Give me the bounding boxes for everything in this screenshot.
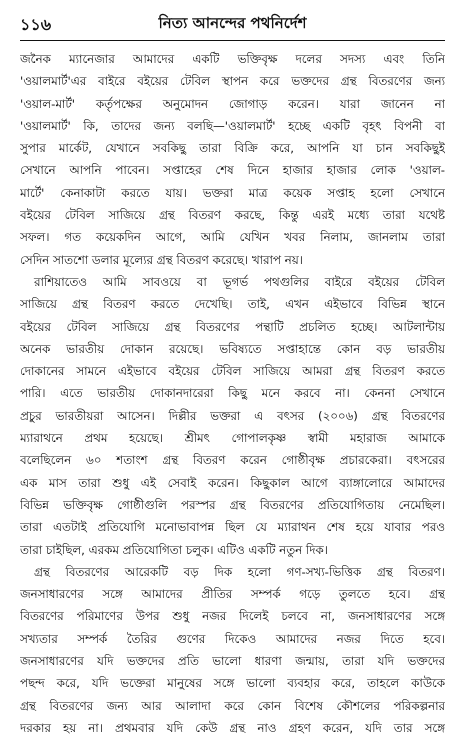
text-line: গ্রন্থ বিতরণের আরেকটি বড় দিক হলো গণ-সখ্য-ভিত্তিক গ্রন্থ বিতরণ।: [34, 564, 445, 579]
text-line: বিতরণের পরিমাণের উপর শুধু নজর দিলেই চলবে না, জনসাধারণের সঙ্গে: [20, 609, 445, 624]
page-number: ১১৬: [20, 15, 52, 34]
paragraph: [20, 271, 445, 561]
text-line: গ্রন্থ বিতরণের জন্য আর আলাদা করে কোন বিশেষ কৌশলের পরিকল্পনার: [20, 698, 445, 713]
text-line: জনৈক ম্যানেজার আমাদের একটি ভক্তিবৃক্ষ দলের সদস্য এবং তিনি: [20, 52, 445, 66]
text-line: পছন্দ করে, যদি ভক্তেরা মানুষের সঙ্গে ভালো ব্যবহার করে, তাহলে কাউকে: [20, 676, 445, 691]
text-line: জনসাধারণের সঙ্গে আমাদের প্রীতির সম্পর্ক গড়ে তুলতে হবে। গ্রন্থ: [20, 587, 445, 602]
paragraph: [20, 48, 445, 271]
text-line: সেদিন সাতশো ডলার মূল্যের গ্রন্থ বিতরণ করেছে। খারাপ নয়।: [20, 252, 303, 267]
running-title: নিত্য আনন্দের পথনির্দেশ: [158, 14, 307, 32]
text-line: তারা এতটাই প্রতিযোগি মনোভাবাপন্ন ছিল যে ম্যারাথন শেষ হয়ে যাবার পরও: [20, 520, 445, 535]
text-line: বইয়ের টেবিল সাজিয়ে গ্রন্থ বিতরণ করছে, কিন্তু এরই মধ্যে তারা যথেষ্ট: [20, 208, 445, 223]
text-line: তারা চাইছিল, এরকম প্রতিযোগিতা চলুক। এটিও একটি নতুন দিক।: [20, 542, 328, 557]
text-line: দোকানের সামনে এইভাবে বইয়ের টেবিল সাজিয়ে আমরা গ্রন্থ বিতরণ করতে: [20, 364, 445, 379]
text-line: সাজিয়ে গ্রন্থ বিতরণ করতে দেখেছি। তাই, এখন এইভাবে বিভিন্ন স্থানে: [20, 297, 445, 312]
text-line: অনেক ভারতীয় দোকান রয়েছে। ভবিষ্যতে সপ্তাহান্তে কোন বড় ভারতীয়: [20, 341, 445, 356]
text-line: সুপার মার্কেট, যেখানে সবকিছু তারা বিক্রি করে, আপনি যা চান সবকিছুই: [20, 141, 445, 156]
text-line: 'ওয়ালমার্ট' কি, তাদের জন্য বলছি—'ওয়ালমার্ট' হচ্ছে একটি বৃহৎ বিপনী বা: [20, 118, 445, 133]
text-line: সেখানে আপনি পাবেন। সপ্তাহের শেষ দিনে হাজার হাজার লোক 'ওয়াল-: [20, 163, 445, 178]
text-line: সখ্যতার সম্পর্ক তৈরির গুণের দিকেও আমাদের নজর দিতে হবে।: [20, 631, 445, 646]
text-line: 'ওয়াল-মার্ট' কর্তৃপক্ষের অনুমোদন জোগাড় করেন। যারা জানেন না: [20, 96, 445, 111]
header-rule: [20, 40, 445, 41]
text-line: প্রচুর ভারতীয়রা আসেন। দিল্লীর ভক্তরা এ বৎসর (২০০৬) গ্রন্থ বিতরণের: [20, 408, 445, 423]
text-line: বইয়ের টেবিল সাজিয়ে গ্রন্থ বিতরণের পন্থাটি প্রচলিত হচ্ছে। আটলান্টায়: [20, 319, 445, 334]
text-line: বলেছিলেন ৬০ শতাংশ গ্রন্থ বিতরণ করেন গোষ্ঠীবৃক্ষ প্রচারকেরা। বৎসরের: [20, 453, 445, 468]
text-line: ম্যারাথনে প্রথম হয়েছে। শ্রীমৎ গোপালকৃষ্ণ স্বামী মহারাজ আমাকে: [20, 431, 445, 446]
text-line: রাশিয়াতেও আমি সাবওয়ে বা ভূগর্ভ পথগুলির বাইরে বইয়ের টেবিল: [34, 274, 445, 289]
page-header: [20, 12, 445, 36]
text-line: এক মাস তারা শুধু এই সেবাই করেন। কিছুকাল আগে ব্যাঙ্গালোরে আমাদের: [20, 475, 445, 490]
text-line: দরকার হয় না। প্রথমবার যদি কেউ গ্রন্থ নাও গ্রহণ করেন, যদি তার সঙ্গে: [20, 720, 445, 735]
text-line: জনসাধারণের যদি ভক্তদের প্রতি ভালো ধারণা জন্মায়, তারা যদি ভক্তদের: [20, 654, 445, 669]
text-line: মার্টে' কেনাকাটা করতে যায়। ভক্তরা মাত্র কয়েক সপ্তাহ হলো সেখানে: [20, 185, 445, 200]
text-line: 'ওয়ালমার্ট'এর বাইরে বইয়ের টেবিল স্থাপন করে ভক্তদের গ্রন্থ বিতরণের জন্য: [20, 74, 445, 89]
text-line: সফল। গত কয়েকদিন আগে, আমি যেখিন খবর নিলাম, জানলাম তারা: [20, 230, 445, 245]
paragraph: [20, 561, 445, 739]
text-line: বিভিন্ন ভক্তিবৃক্ষ গোষ্ঠীগুলি পরস্পর গ্রন্থ বিতরণের প্রতিযোগিতায় নেমেছিল।: [20, 497, 445, 512]
text-line: পারি। এতে ভারতীয় দোকানদারেরা কিছু মনে করবে না। কেননা সেখানে: [20, 386, 445, 401]
body-text: [20, 48, 445, 739]
